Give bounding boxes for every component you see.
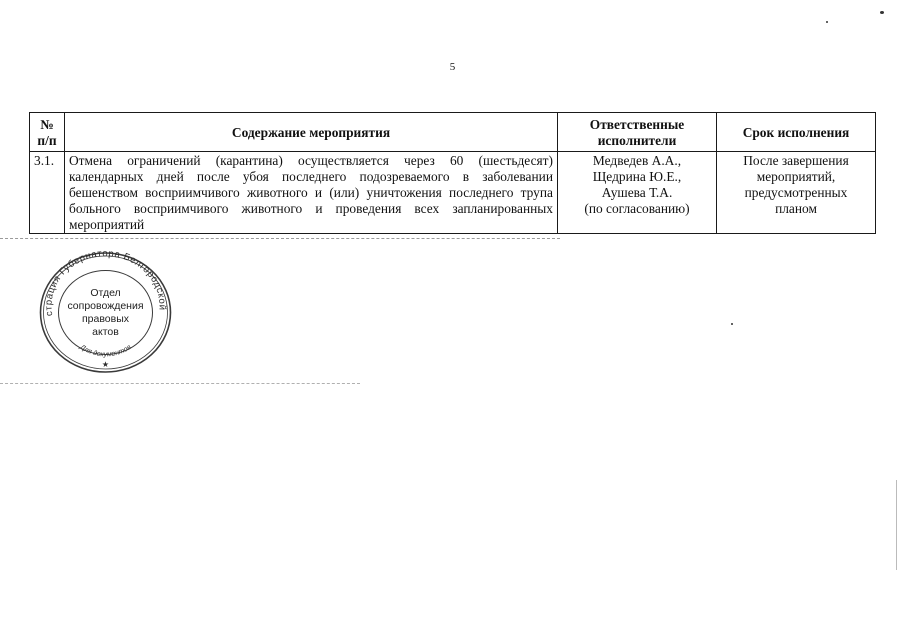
scan-artifact-line	[0, 238, 560, 239]
row-executors: Медведев А.А., Щедрина Ю.Е., Аушева Т.А. (по согласованию)	[558, 152, 717, 234]
header-executors: Ответственные исполнители	[558, 113, 717, 152]
header-deadline: Срок исполнения	[717, 113, 876, 152]
table-header-row	[30, 113, 876, 152]
row-deadline: После завершения мероприятий, предусмотренных планом	[717, 152, 876, 234]
scan-artifact-speck	[731, 323, 733, 325]
star-icon: ★	[101, 360, 110, 369]
page-number: 5	[449, 61, 456, 73]
header-content: Содержание мероприятия	[65, 113, 558, 152]
plan-table	[29, 112, 876, 234]
table-row	[30, 152, 876, 234]
scan-artifact-speck	[896, 480, 897, 570]
stamp-bottom-text: Для документов	[78, 343, 133, 359]
scan-artifact-speck	[826, 21, 828, 23]
scan-artifact-line	[0, 383, 360, 384]
row-content: Отмена ограничений (карантина) осуществляется через 60 (шестьдесят) календарных дней после убоя последнего подозреваемого в заболевании бешенством восприимчивого животного и (или) уничтожения последнего трупа больного восприимчивого животного и проведения всех запланированных мероприятий	[65, 152, 558, 234]
row-number: 3.1.	[30, 152, 65, 234]
scan-artifact-speck	[880, 11, 884, 14]
header-num: № п/п	[30, 113, 65, 152]
official-stamp	[38, 251, 173, 374]
stamp-center-text: Отдел сопровождения правовых актов	[67, 286, 144, 338]
stamp-ring-text: страция Губернатора Белгородской	[43, 251, 168, 317]
